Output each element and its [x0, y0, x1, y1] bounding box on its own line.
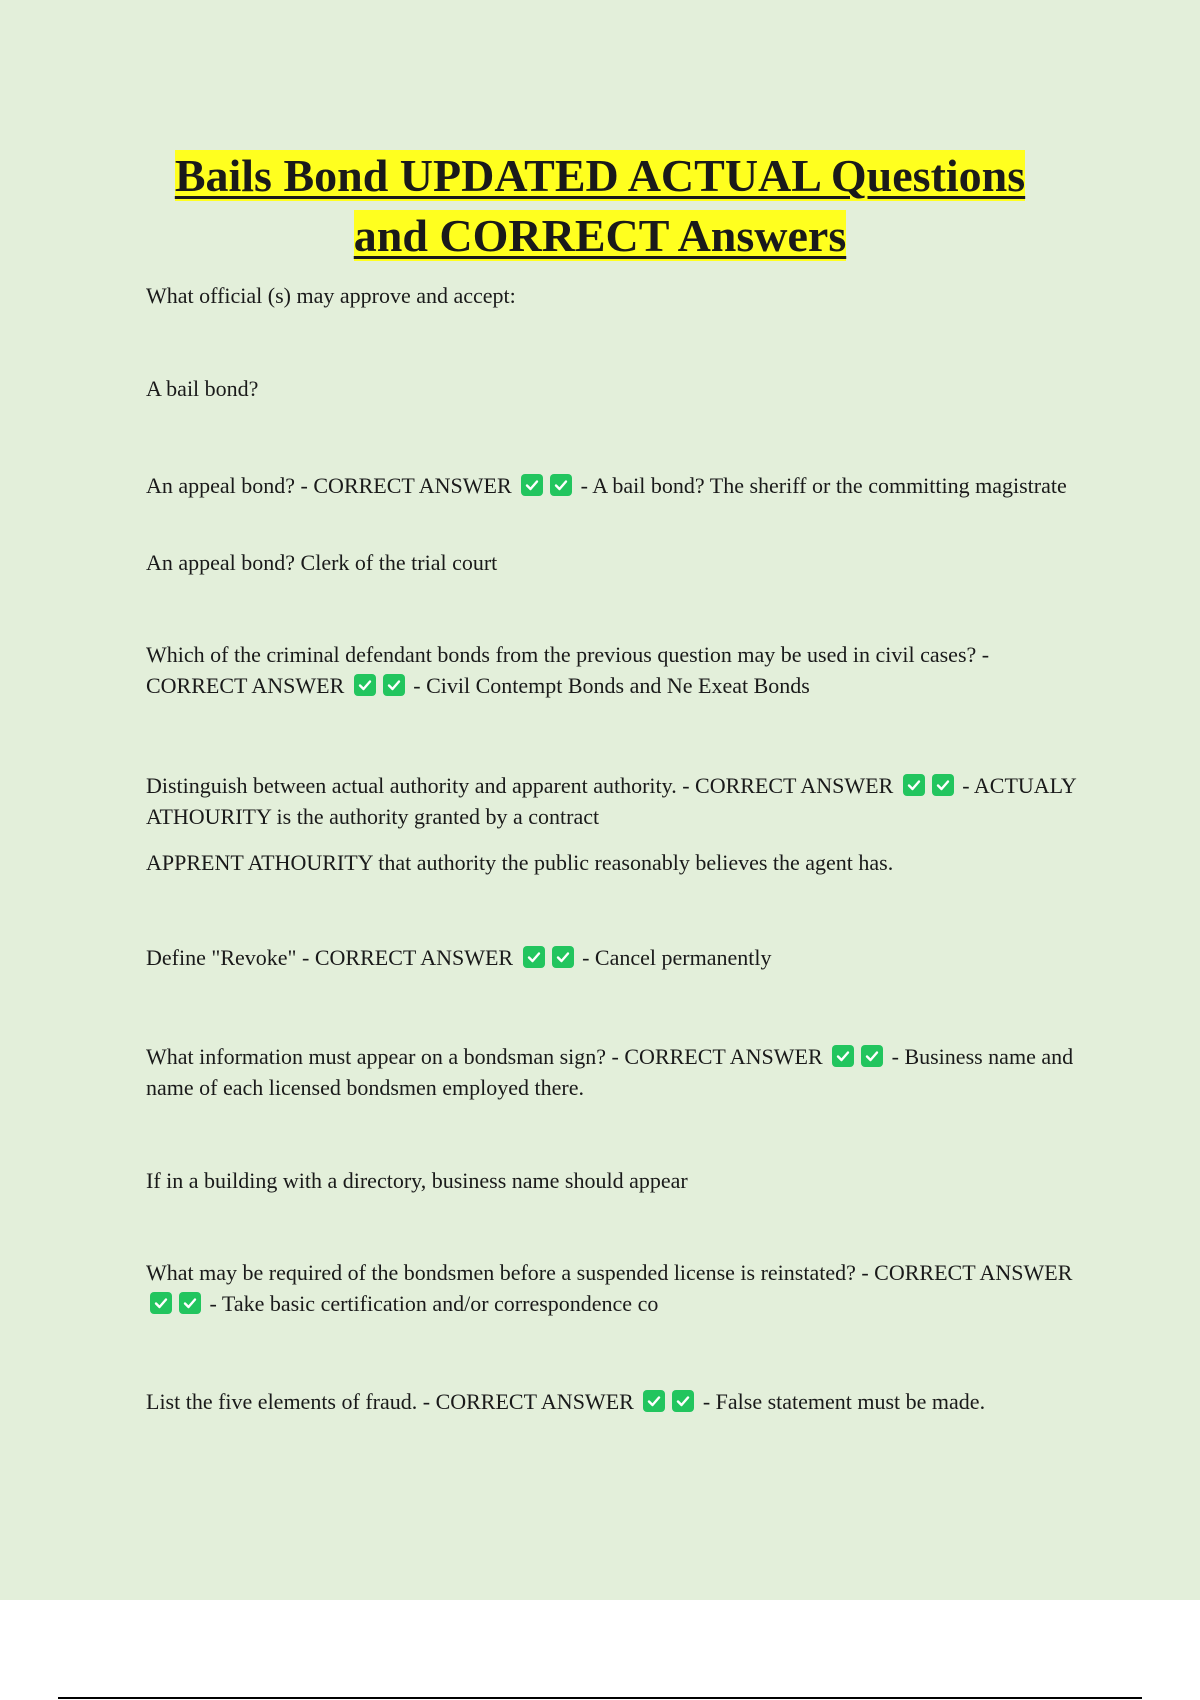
answer-text: An appeal bond? Clerk of the trial court — [146, 550, 498, 575]
qa-paragraph — [146, 942, 1076, 973]
check-box-icon — [523, 946, 545, 968]
question-text: List the five elements of fraud. - CORRECT ANSWER — [146, 1389, 634, 1414]
check-box-icon — [861, 1045, 883, 1067]
answer-text: APPRENT ATHOURITY that authority the public reasonably believes the agent has. — [146, 850, 894, 875]
answer-text: - Cancel permanently — [582, 945, 772, 970]
check-box-icon — [521, 474, 543, 496]
title-line-1: Bails Bond UPDATED ACTUAL Questions — [174, 150, 1026, 201]
answer-text: - Take basic certification and/or correspondence co — [209, 1291, 659, 1316]
question-text: What information must appear on a bondsman sign? - CORRECT ANSWER — [146, 1044, 823, 1069]
qa-paragraph — [146, 639, 1076, 701]
answer-text: - A bail bond? The sheriff or the committing magistrate — [580, 473, 1067, 498]
qa-paragraph — [146, 1041, 1076, 1103]
qa-paragraph — [146, 470, 1076, 501]
answer-text: If in a building with a directory, business name should appear — [146, 1168, 688, 1193]
question-text: What official (s) may approve and accept: — [146, 283, 516, 308]
check-box-icon — [383, 674, 405, 696]
qa-paragraph — [146, 1257, 1076, 1319]
question-text: What may be required of the bondsmen before a suspended license is reinstated? - CORRECT ANSWER — [146, 1260, 1073, 1285]
qa-paragraph — [146, 1386, 1076, 1417]
check-box-icon — [552, 946, 574, 968]
question-text: Which of the criminal defendant bonds from the previous question may be used in civil cases? - CORRECT ANSWER — [146, 642, 990, 698]
check-box-icon — [643, 1390, 665, 1412]
answer-text: - ACTUALY ATHOURITY is the authority granted by a contract — [146, 773, 1076, 829]
check-box-icon — [932, 774, 954, 796]
question-text: An appeal bond? - CORRECT ANSWER — [146, 473, 512, 498]
question-text: Define "Revoke" - CORRECT ANSWER — [146, 945, 514, 970]
title-line-2: and CORRECT Answers — [353, 210, 847, 261]
check-box-icon — [179, 1292, 201, 1314]
answer-text: - Civil Contempt Bonds and Ne Exeat Bonds — [413, 673, 810, 698]
answer-text: - False statement must be made. — [702, 1389, 986, 1414]
check-box-icon — [354, 674, 376, 696]
question-text: A bail bond? — [146, 376, 259, 401]
check-box-icon — [672, 1390, 694, 1412]
check-box-icon — [150, 1292, 172, 1314]
check-box-icon — [903, 774, 925, 796]
check-box-icon — [550, 474, 572, 496]
document-title — [0, 146, 1200, 266]
footer-rule — [58, 1697, 1142, 1699]
check-box-icon — [832, 1045, 854, 1067]
qa-paragraph — [146, 770, 1076, 832]
answer-text: - Business name and name of each licensed bondsmen employed there. — [146, 1044, 1074, 1100]
question-text: Distinguish between actual authority and apparent authority. - CORRECT ANSWER — [146, 773, 894, 798]
